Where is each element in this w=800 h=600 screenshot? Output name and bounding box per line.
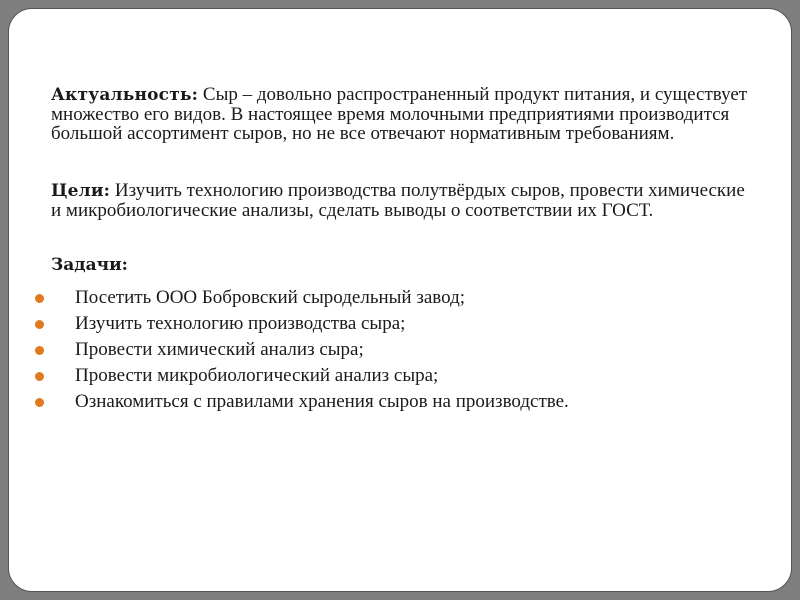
relevance-text: Сыр – довольно распространенный продукт питания, и существует множество его видов. В настоящее время молочными предприятиями производится большой ассортимент сыров, но не все отвечают нормативным требованиям. <box>51 84 748 144</box>
list-item <box>35 337 751 363</box>
relevance-paragraph <box>51 85 751 143</box>
bullet-icon <box>35 320 44 329</box>
goals-text: Изучить технологию производства полутвёрдых сыров, провести химические и микробиологические анализы, сделать выводы о соответствии их ГОСТ. <box>51 180 745 221</box>
list-item <box>35 311 751 337</box>
task-text: Провести микробиологический анализ сыра; <box>75 365 439 386</box>
goals-paragraph <box>51 181 751 220</box>
bullet-icon <box>35 398 44 407</box>
bullet-icon <box>35 294 44 303</box>
slide-content <box>51 85 751 415</box>
list-item <box>35 389 751 415</box>
goals-label: Цели: <box>51 181 111 201</box>
bullet-icon <box>35 346 44 355</box>
tasks-list <box>35 285 751 415</box>
tasks-label: Задачи: <box>51 255 128 275</box>
relevance-label: Актуальность: <box>51 85 199 105</box>
bullet-icon <box>35 372 44 381</box>
task-text: Провести химический анализ сыра; <box>75 339 364 360</box>
task-text: Посетить ООО Бобровский сыродельный завод; <box>75 287 466 308</box>
list-item <box>35 285 751 311</box>
task-text: Изучить технологию производства сыра; <box>75 313 406 334</box>
list-item <box>35 363 751 389</box>
slide-panel <box>8 8 792 592</box>
task-text: Ознакомиться с правилами хранения сыров на производстве. <box>75 391 569 412</box>
